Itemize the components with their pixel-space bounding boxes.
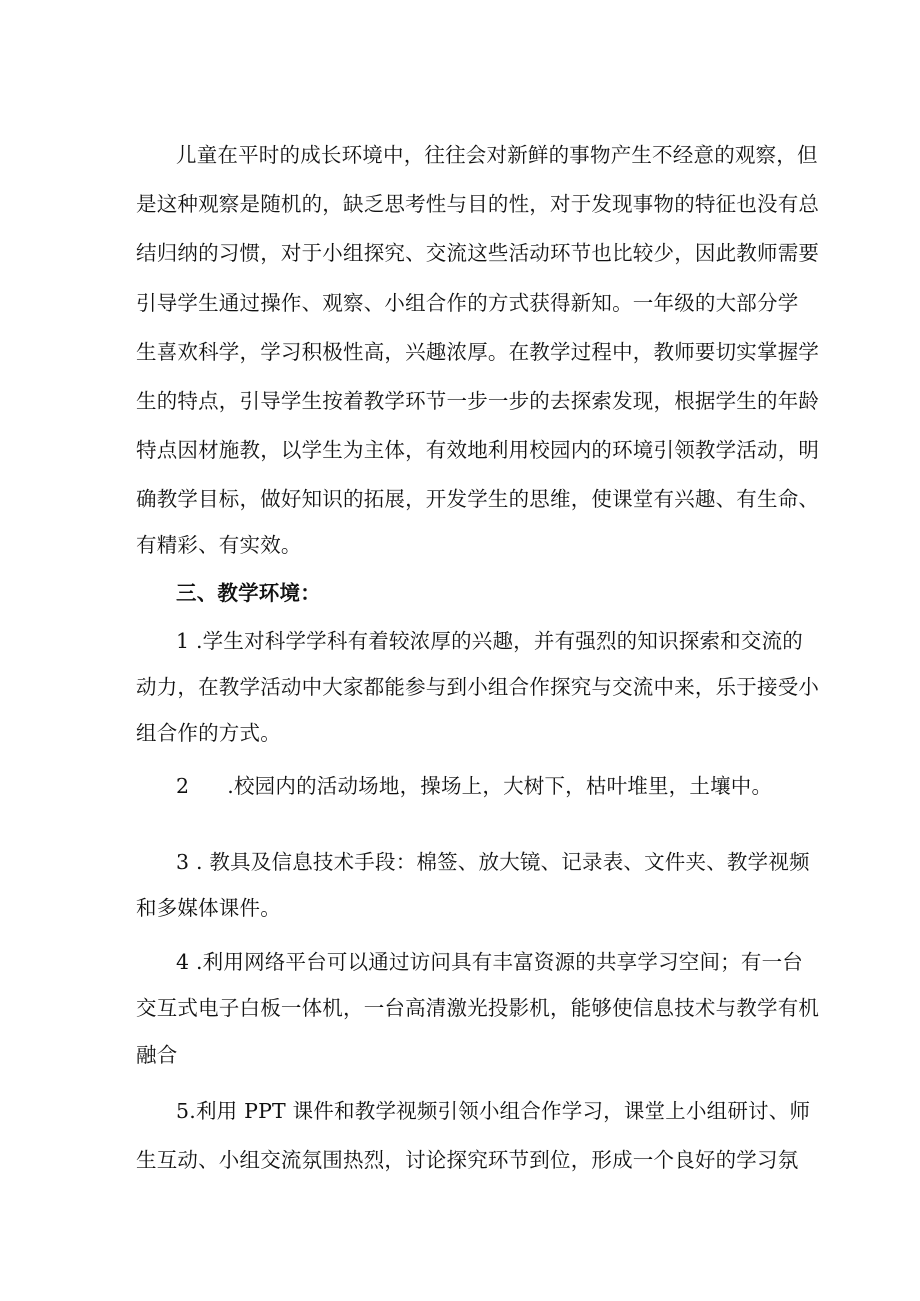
item-1-line-1: 1 .学生对科学学科有着较浓厚的兴趣，并有强烈的知识探索和交流的 [176, 629, 803, 653]
intro-line-4: 引导学生通过操作、观察、小组合作的方式获得新知。一年级的大部分学 [136, 291, 799, 315]
item-1-line-2: 动力，在教学活动中大家都能参与到小组合作探究与交流中来，乐于接受小 [136, 675, 820, 699]
item-1-line-3: 组合作的方式。 [136, 721, 281, 745]
item-5-line-1: 5.利用 PPT 课件和教学视频引领小组合作学习，课堂上小组研讨、师 [176, 1099, 811, 1123]
intro-line-7: 特点因材施教，以学生为主体，有效地利用校园内的环境引领教学活动，明 [136, 438, 820, 462]
intro-line-8: 确教学目标，做好知识的拓展，开发学生的思维，使课堂有兴趣、有生命、 [136, 487, 820, 511]
item-2-text: .校园内的活动场地，操场上，大树下，枯叶堆里，土壤中。 [227, 774, 773, 798]
section-heading: 三、教学环境： [176, 581, 321, 605]
item-2-number: 2 [176, 774, 190, 798]
item-3-line-1: 3 . 教具及信息技术手段：棉签、放大镜、记录表、文件夹、教学视频 [176, 850, 810, 874]
intro-line-5: 生喜欢科学，学习积极性高，兴趣浓厚。在教学过程中，教师要切实掌握学 [136, 340, 820, 364]
item-5-line-2: 生互动、小组交流氛围热烈，讨论探究环节到位，形成一个良好的学习氛 [136, 1148, 799, 1172]
item-4-line-1: 4 .利用网络平台可以通过访问具有丰富资源的共享学习空间；有一台 [176, 950, 803, 974]
item-4-line-3: 融合 [136, 1043, 178, 1067]
intro-line-9: 有精彩、有实效。 [136, 533, 302, 557]
intro-line-6: 生的特点，引导学生按着教学环节一步一步的去探索发现，根据学生的年龄 [136, 389, 820, 413]
item-3-line-2: 和多媒体课件。 [136, 896, 281, 920]
item-2-line [176, 771, 796, 801]
item-4-line-2: 交互式电子白板一体机，一台高清激光投影机，能够使信息技术与教学有机 [136, 996, 820, 1020]
intro-line-1: 儿童在平时的成长环境中，往往会对新鲜的事物产生不经意的观察，但 [176, 143, 818, 167]
intro-line-3: 结归纳的习惯，对于小组探究、交流这些活动环节也比较少，因此教师需要 [136, 241, 820, 265]
intro-line-2: 是这种观察是随机的，缺乏思考性与目的性，对于发现事物的特征也没有总 [136, 192, 820, 216]
